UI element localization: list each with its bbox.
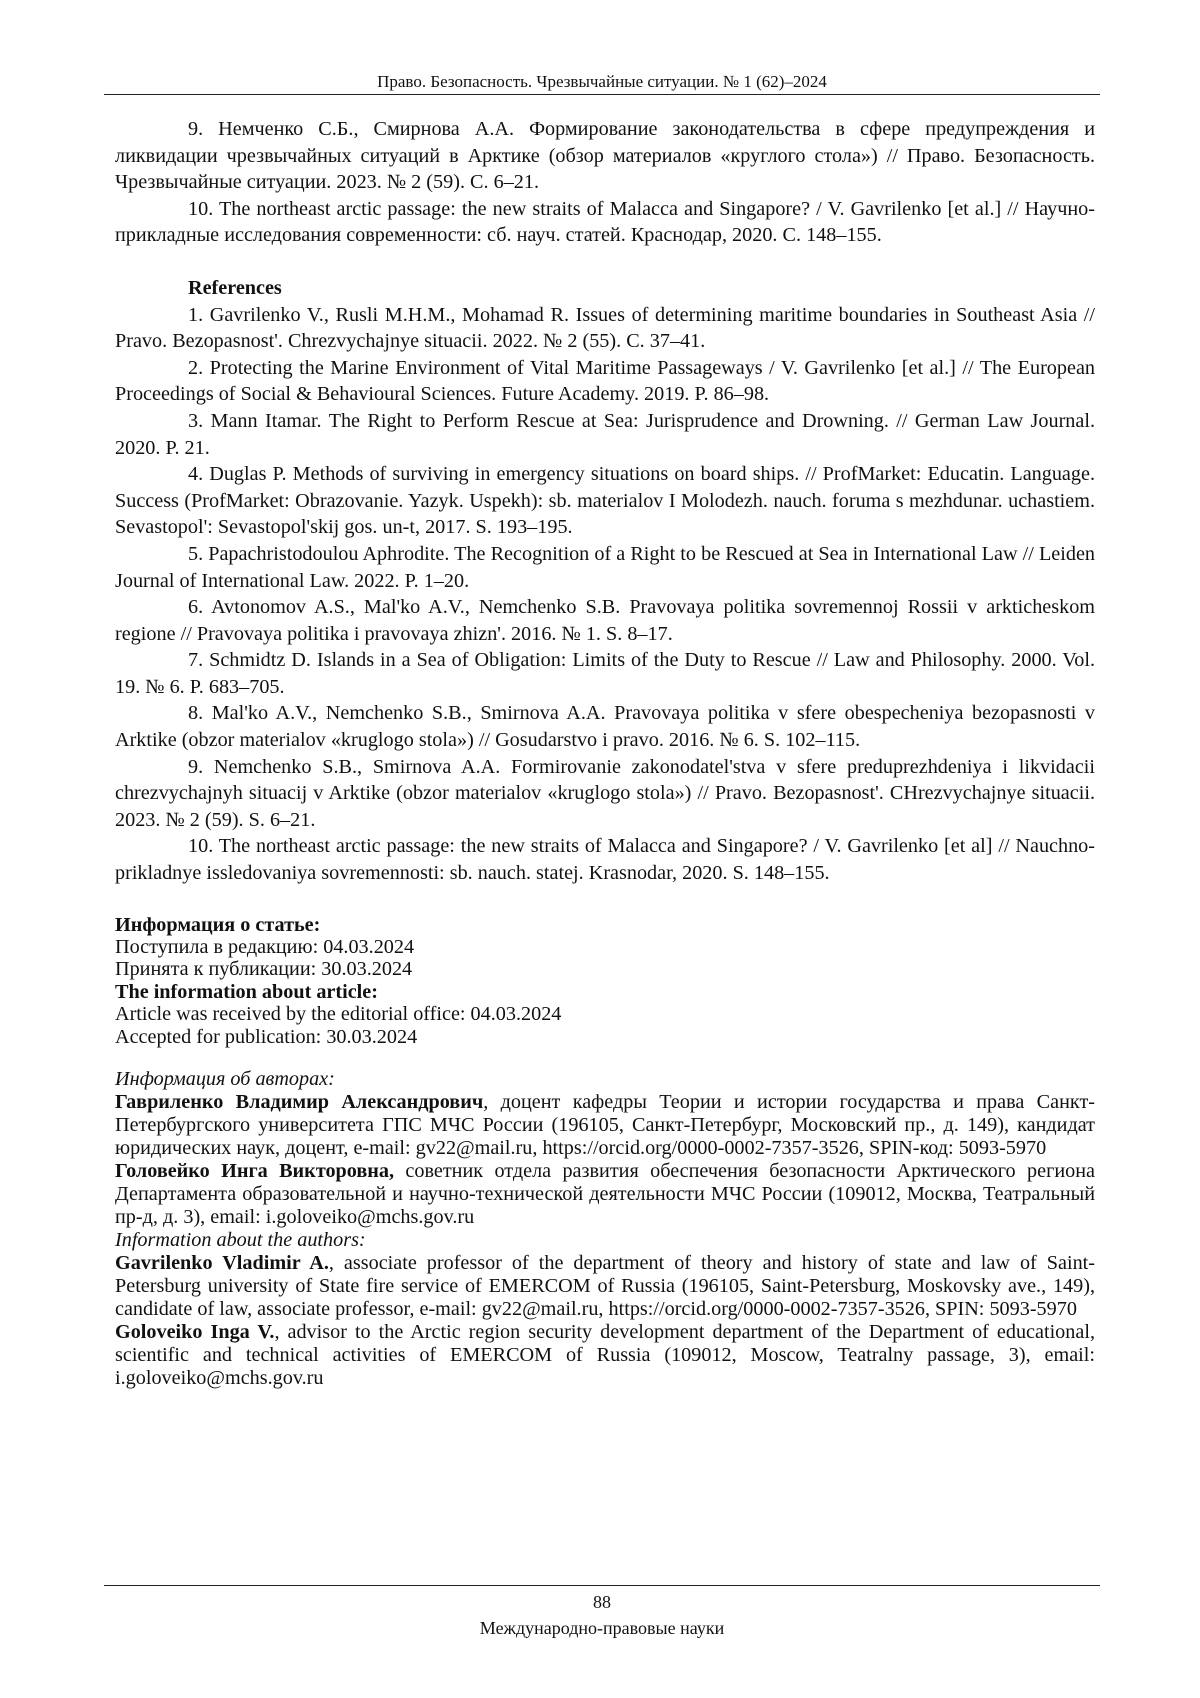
author-ru-1-details: , доцент кафедры Теории и истории государства и права Санкт-Петербургского университета ГПС МЧС России (196105, Санкт-Петербург, Московский пр., д. 149), кандидат юридических наук, доцент, e-mail: gv22@mail.ru, https://orcid.org/0000-0002-7357-3526, SPIN-код: 5093-5970 xyxy=(115,1091,1096,1160)
spacer xyxy=(115,887,1095,914)
authors-info xyxy=(115,1068,1095,1390)
reference-item-3: 3. Mann Itamar. The Right to Perform Rescue at Sea: Jurisprudence and Drowning. // German Law Journal. 2020. P. 21. xyxy=(115,409,1095,459)
author-en-1-name: Gavrilenko Vladimir A. xyxy=(115,1252,329,1275)
footer-rule xyxy=(104,1585,1100,1586)
authors-ru-title: Информация об авторах: xyxy=(115,1068,335,1091)
references-title: References xyxy=(188,276,282,299)
reference-item-7: 7. Schmidtz D. Islands in a Sea of Obligation: Limits of the Duty to Rescue // Law and Philosophy. 2000. Vol. 19. № 6. P. 683–705. xyxy=(115,649,1095,698)
author-en-2 xyxy=(115,1321,1095,1390)
running-header: Право. Безопасность. Чрезвычайные ситуации. № 1 (62)–2024 xyxy=(377,72,827,91)
reference-item-10: 10. The northeast arctic passage: the new straits of Malacca and Singapore? / V. Gavrilenko [et al] // Nauchno-prikladnye issledovaniya sovremennosti: sb. nauch. statej. Krasnodar, 2020. S. 148–155. xyxy=(115,835,1095,885)
author-en-2-name: Goloveiko Inga V. xyxy=(115,1321,275,1344)
spacer xyxy=(115,249,1095,275)
author-ru-2 xyxy=(115,1160,1095,1229)
author-en-1 xyxy=(115,1252,1095,1321)
reference-item-4: 4. Duglas P. Methods of surviving in emergency situations on board ships. // ProfMarket: Educatin. Language. Success (ProfMarket: Obrazovanie. Yazyk. Uspekh): sb. materialov I Molodezh. nauch. foruma s mezhdunar. uchastiem. Sevastopol': Sevastopol'skij gos. un-t, 2017. S. 193–195. xyxy=(115,463,1095,539)
author-en-1-details: , associate professor of the department of theory and history of state and law of Saint-Petersburg university of State fire service of EMERCOM of Russia (196105, Saint-Petersburg, Moskovsky ave., 149), candidate of law, associate professor, e-mail: gv22@mail.ru, https://orcid.org/0000-0002-7357-3526, SPIN: 5093-5970 xyxy=(115,1252,1095,1321)
reference-item-2: 2. Protecting the Marine Environment of Vital Maritime Passageways / V. Gavrilenko [et al.] // The European Proceedings of Social & Behavioural Sciences. Future Academy. 2019. P. 86–98. xyxy=(115,356,1095,406)
header-rule xyxy=(104,94,1100,95)
reference-item-6: 6. Avtonomov A.S., Mal'ko A.V., Nemchenko S.B. Pravovaya politika sovremennoj Rossii v arkticheskom regione // Pravovaya politika i pravovaya zhizn'. 2016. № 1. S. 8–17. xyxy=(115,596,1095,645)
author-ru-2-name: Головейко Инга Викторовна, xyxy=(115,1160,395,1183)
article-info xyxy=(115,914,1095,1048)
author-en-2-details: , advisor to the Arctic region security development department of the Department of educational, scientific and technical activities of EMERCOM of Russia (109012, Moscow, Teatralny passage, 3), email: i.goloveiko@mchs.gov.ru xyxy=(115,1321,1095,1390)
bib-item-ru-9: 9. Немченко С.Б., Смирнова А.А. Формирование законодательства в сфере предупреждения и ликвидации чрезвычайных ситуаций в Арктике (обзор материалов «круглого стола») // Право. Безопасность. Чрезвычайные ситуации. 2023. № 2 (59). С. 6–21. xyxy=(115,118,1095,194)
bib-item-ru-10: 10. The northeast arctic passage: the new straits of Malacca and Singapore? / V. Gavrilenko [et al.] // Научно-прикладные исследования современности: сб. науч. статей. Краснодар, 2020. С. 148–155. xyxy=(115,197,1095,247)
article-info-en-title: The information about article: xyxy=(115,980,378,1003)
author-ru-1 xyxy=(115,1091,1095,1160)
reference-item-9: 9. Nemchenko S.B., Smirnova A.A. Formirovanie zakonodatel'stva v sfere preduprezhdeniya i likvidacii chrezvychajnyh situacij v Arktike (obzor materialov «kruglogo stola») // Pravo. Bezopasnost'. CHrezvychajnye situacii. 2023. № 2 (59). S. 6–21. xyxy=(115,755,1095,831)
reference-item-8: 8. Mal'ko A.V., Nemchenko S.B., Smirnova A.A. Pravovaya politika v sfere obespecheniya bezopasnosti v Arktike (obzor materialov «kruglogo stola») // Gosudarstvo i pravo. 2016. № 6. S. 102–115. xyxy=(115,702,1095,752)
article-info-en-received: Article was received by the editorial office: 04.03.2024 xyxy=(115,1003,562,1026)
footer-section: Международно-правовые науки xyxy=(479,1618,725,1638)
author-ru-2-details: советник отдела развития обеспечения безопасности Арктического региона Департамента образовательной и научно-технической деятельности МЧС России (109012, Москва, Театральный пр-д, д. 3), email: i.goloveiko@mchs.gov.ru xyxy=(115,1160,1096,1229)
authors-en-title: Information about the authors: xyxy=(115,1229,366,1252)
article-info-ru-title: Информация о статье: xyxy=(115,913,321,936)
article-info-ru-accepted: Принята к публикации: 30.03.2024 xyxy=(115,958,413,981)
page-content xyxy=(115,116,1095,1390)
article-info-ru-received: Поступила в редакцию: 04.03.2024 xyxy=(115,936,415,959)
reference-item-1: 1. Gavrilenko V., Rusli M.H.M., Mohamad R. Issues of determining maritime boundaries in Southeast Asia // Pravo. Bezopasnost'. Chrezvychajnye situacii. 2022. № 2 (55). С. 37–41. xyxy=(115,303,1095,353)
reference-item-5: 5. Papachristodoulou Aphrodite. The Recognition of a Right to be Rescued at Sea in International Law // Leiden Journal of International Law. 2022. P. 1–20. xyxy=(115,542,1095,592)
article-info-en-accepted: Accepted for publication: 30.03.2024 xyxy=(115,1025,418,1048)
page-number: 88 xyxy=(593,1592,611,1612)
spacer xyxy=(115,1048,1095,1068)
author-ru-1-name: Гавриленко Владимир Александрович xyxy=(115,1091,484,1114)
